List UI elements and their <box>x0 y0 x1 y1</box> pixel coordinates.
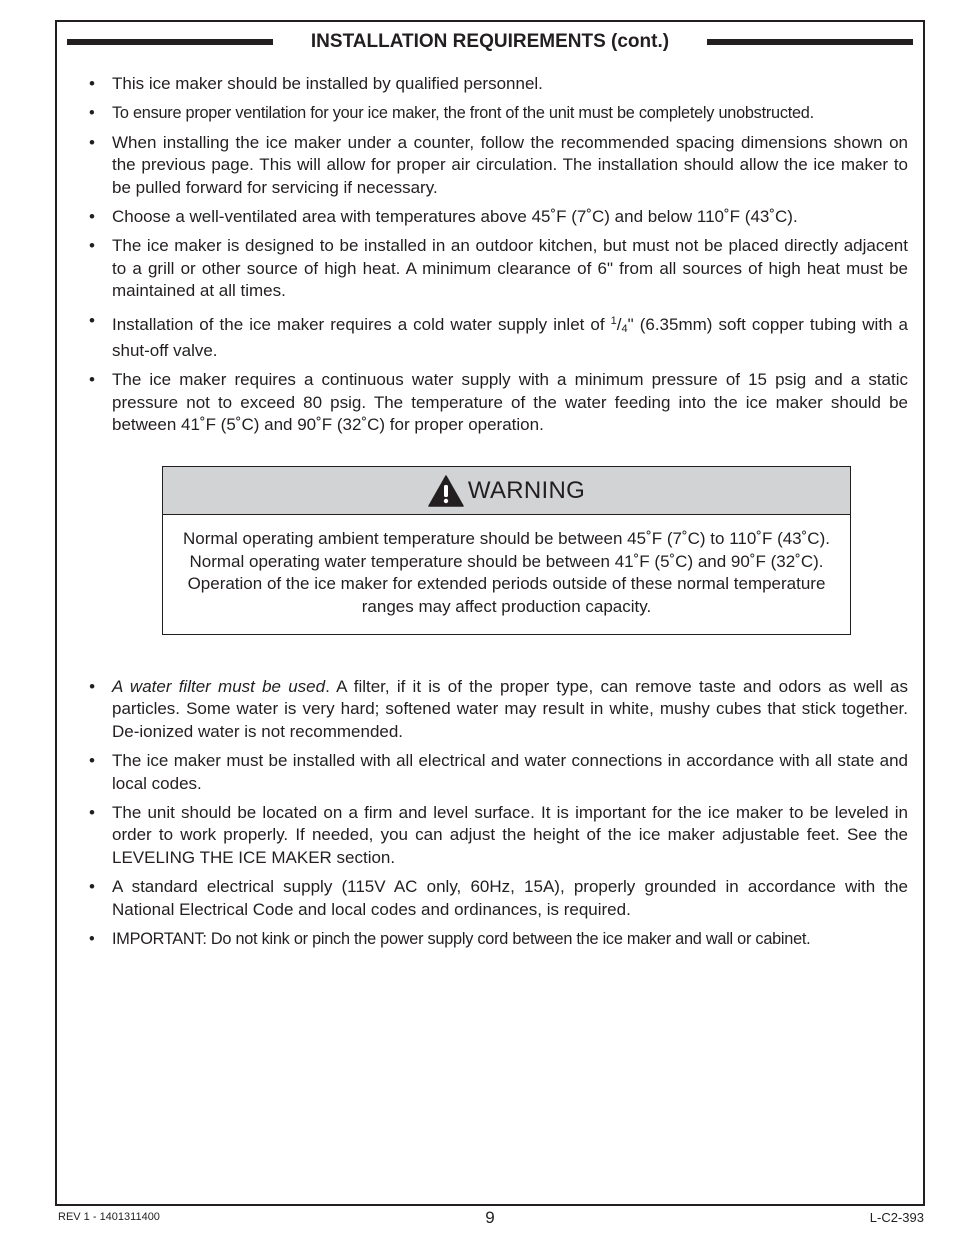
bullet-icon: • <box>89 677 95 696</box>
fraction-slash: / <box>616 314 622 334</box>
bullet-icon: • <box>89 236 95 256</box>
bullet-icon: • <box>89 104 95 123</box>
bullet-icon: • <box>89 74 95 93</box>
list-item: • A water filter must be used. A filter, if it is of the proper type, can remove taste and odors as well as particles. Some water is very hard; softened water may result in white, mushy cubes that stick together. De-ionized water is not recommended. <box>89 677 908 741</box>
list-item: • A standard electrical supply (115V AC only, 60Hz, 15A), properly grounded in accordance with the National Electrical Code and local codes and ordinances, is required. <box>89 877 908 919</box>
list-item: • The unit should be located on a firm and level surface. It is important for the ice maker to be leveled in order to work properly. If needed, you can adjust the height of the ice maker adjustable feet. See the LEVELING THE ICE MAKER section. <box>89 803 908 867</box>
requirements-list-top <box>88 73 908 444</box>
bullet-icon: • <box>89 370 95 390</box>
header-rule-right <box>707 39 913 45</box>
page-number: 9 <box>485 1208 495 1227</box>
bullet-icon: • <box>89 930 95 949</box>
list-item: • IMPORTANT: Do not kink or pinch the power supply cord between the ice maker and wall or cabinet. <box>88 928 908 950</box>
fraction-denominator: 4 <box>621 322 628 335</box>
bullet-icon: • <box>89 207 95 227</box>
list-item: • Choose a well-ventilated area with temperatures above 45˚F (7˚C) and below 110˚F (43˚C). <box>88 206 908 228</box>
requirements-list-bottom <box>88 676 908 957</box>
document-code: L-C2-393 <box>869 1210 924 1225</box>
header-rule-left <box>67 39 273 45</box>
revision-code: REV 1 - 1401311400 <box>58 1211 160 1223</box>
section-title: INSTALLATION REQUIREMENTS (cont.) <box>310 31 670 52</box>
section-header <box>67 30 913 54</box>
fraction-numerator: 1 <box>610 314 617 327</box>
warning-title: WARNING <box>467 476 586 504</box>
warning-triangle-icon <box>428 475 464 507</box>
list-item: • Installation of the ice maker requires a cold water supply inlet of $^1/_4$" (6.35mm) soft copper tubing with a shut-off valve. <box>89 310 909 361</box>
warning-box <box>162 466 851 635</box>
list-item: • The ice maker is designed to be installed in an outdoor kitchen, but must not be placed directly adjacent to a grill or other source of high heat. A minimum clearance of 6" from all sources of high heat must be maintained at all times. <box>89 236 908 301</box>
list-item: • This ice maker should be installed by qualified personnel. <box>88 73 908 95</box>
warning-text: Normal operating ambient temperature should be between 45˚F (7˚C) to 110˚F (43˚C). Normal operating water temperature should be between 41˚F (5˚C) and 90˚F (32˚C). Operation of the ice maker for extended periods outside of these normal temperature ranges may affect production capacity. <box>183 529 830 616</box>
bullet-icon: • <box>89 310 95 330</box>
list-item: • To ensure proper ventilation for your ice maker, the front of the unit must be completely unobstructed. <box>88 102 908 124</box>
bullet-icon: • <box>89 803 95 823</box>
emphasis-text: A water filter must be used <box>112 677 326 696</box>
bullet-icon: • <box>89 132 95 152</box>
warning-header <box>163 467 850 515</box>
list-item: • When installing the ice maker under a counter, follow the recommended spacing dimensions shown on the previous page. This will allow for proper air circulation. The installation should allow the ice maker to be pulled forward for servicing if necessary. <box>89 132 908 197</box>
list-item: • The ice maker must be installed with all electrical and water connections in accordance with all state and local codes. <box>89 751 908 793</box>
bullet-icon: • <box>89 751 95 771</box>
bullet-icon: • <box>89 877 95 897</box>
list-item: • The ice maker requires a continuous water supply with a minimum pressure of 15 psig and a static pressure not to exceed 80 psig. The temperature of the water feeding into the ice maker should be between 41˚F (5˚C) and 90˚F (32˚C) for proper operation. <box>89 370 908 435</box>
